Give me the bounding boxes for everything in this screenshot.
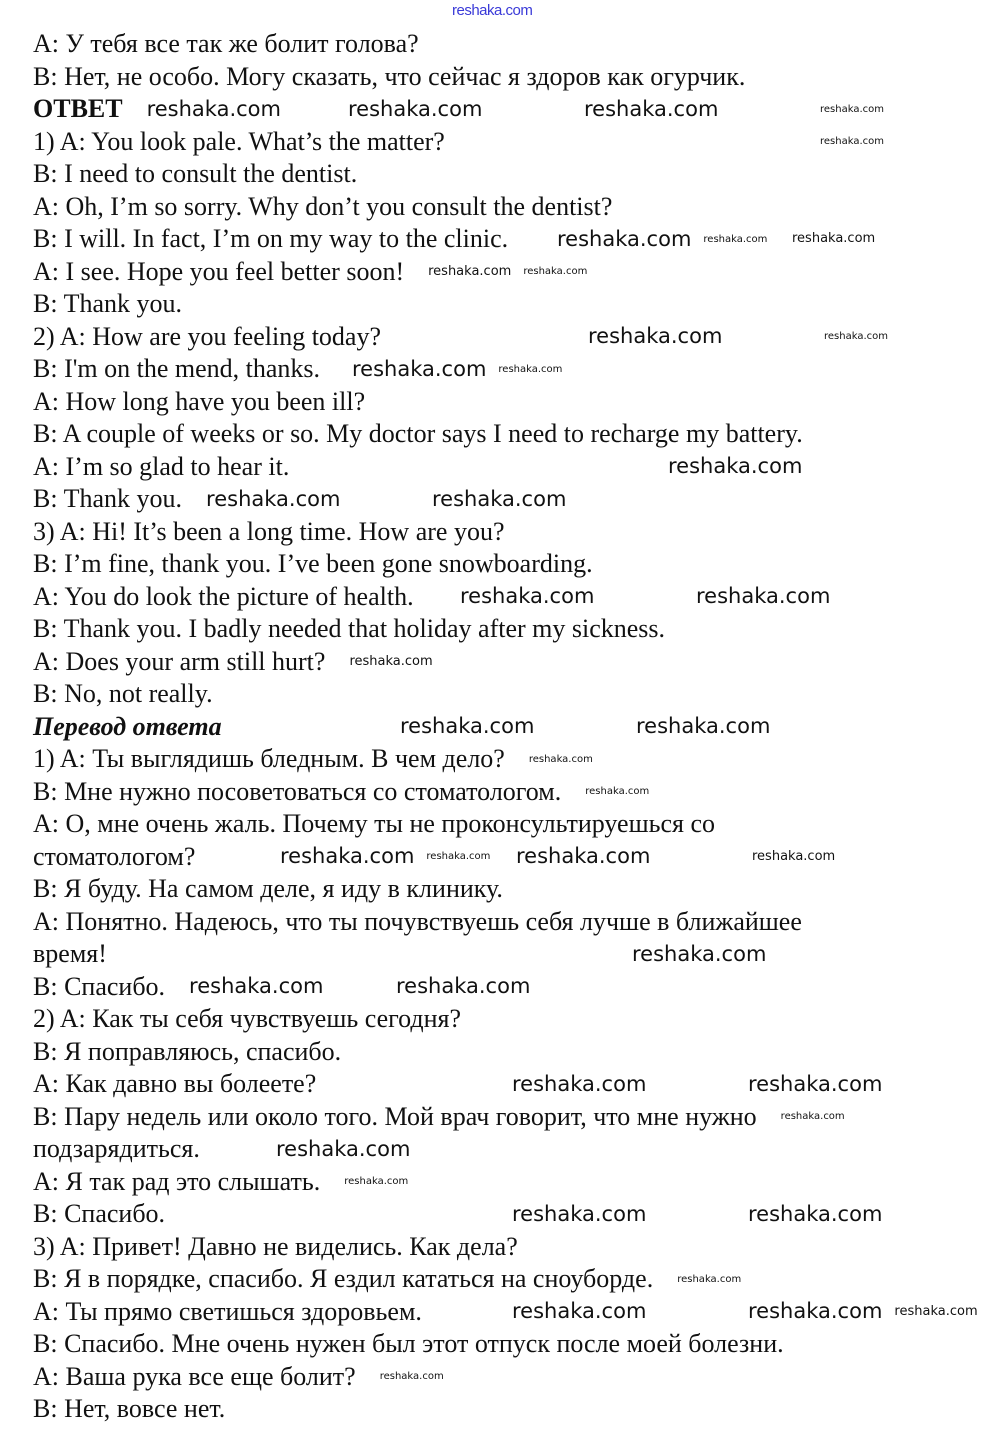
dialogue-line xyxy=(33,581,803,614)
dialogue-line xyxy=(33,28,803,61)
line-text: B: Thank you. I badly needed that holiday after my sickness. xyxy=(33,614,666,643)
dialogue-line xyxy=(33,61,803,94)
watermark: reshaka.com xyxy=(632,941,767,966)
watermark: reshaka.com xyxy=(668,454,803,479)
line-text: B: Пару недель или около того. Мой врач говорит, что мне нужно xyxy=(33,1101,757,1131)
dialogue-line xyxy=(33,126,803,159)
watermark: reshaka.com xyxy=(512,1299,647,1324)
watermark: reshaka.com xyxy=(588,324,723,349)
watermark: reshaka.com xyxy=(352,356,487,381)
watermark: reshaka.com xyxy=(780,1111,845,1123)
line-text: B: Нет, не особо. Могу сказать, что сейчас я здоров как огурчик. xyxy=(33,61,746,91)
line-text: B: Thank you. xyxy=(33,484,183,513)
watermark: reshaka.com xyxy=(748,1201,883,1226)
site-watermark-header: reshaka.com xyxy=(452,2,533,19)
dialogue-line xyxy=(33,516,803,549)
line-text: Перевод ответа xyxy=(33,711,222,741)
watermark: reshaka.com xyxy=(894,1303,978,1319)
line-text: 3) A: Привет! Давно не виделись. Как дела? xyxy=(33,1231,518,1261)
line-text: A: I’m so glad to hear it. xyxy=(33,451,290,481)
watermark: reshaka.com xyxy=(636,714,771,739)
dialogue-line xyxy=(33,256,803,289)
line-text: A: У тебя все так же болит голова? xyxy=(33,29,419,58)
watermark: reshaka.com xyxy=(280,844,415,869)
line-text: B: Спасибо. xyxy=(33,971,166,1001)
dialogue-line xyxy=(33,1101,803,1134)
dialogue-line xyxy=(33,1003,803,1036)
dialogue-line xyxy=(33,873,803,906)
line-text: B: Нет, вовсе нет. xyxy=(33,1394,226,1423)
line-text: A: Понятно. Надеюсь, что ты почувствуешь себя лучше в ближайшее xyxy=(33,906,802,936)
watermark: reshaka.com xyxy=(498,363,563,375)
dialogue-line xyxy=(33,1393,803,1426)
watermark: reshaka.com xyxy=(523,266,588,278)
watermark: reshaka.com xyxy=(396,974,531,999)
line-text: A: О, мне очень жаль. Почему ты не проконсультируешься со xyxy=(33,809,716,838)
watermark: reshaka.com xyxy=(677,1273,742,1285)
watermark: reshaka.com xyxy=(557,226,692,251)
dialogue-line xyxy=(33,191,803,224)
dialogue-line xyxy=(33,386,803,419)
dialogue-line xyxy=(33,678,803,711)
dialogue-line xyxy=(33,841,803,874)
watermark: reshaka.com xyxy=(428,263,512,279)
dialogue-line xyxy=(33,158,803,191)
dialogue-line xyxy=(33,483,803,516)
watermark: reshaka.com xyxy=(820,103,884,115)
watermark: reshaka.com xyxy=(748,1071,883,1096)
line-text: B: I’m fine, thank you. I’ve been gone snowboarding. xyxy=(33,549,593,578)
watermark: reshaka.com xyxy=(585,786,650,798)
line-text: подзарядиться. xyxy=(33,1134,200,1163)
watermark: reshaka.com xyxy=(748,1299,883,1324)
dialogue-line xyxy=(33,743,803,776)
watermark: reshaka.com xyxy=(696,584,831,609)
dialogue-line xyxy=(33,808,803,841)
watermark: reshaka.com xyxy=(206,486,341,511)
dialogue-line xyxy=(33,418,803,451)
line-text: 2) A: Как ты себя чувствуешь сегодня? xyxy=(33,1004,462,1033)
line-text: стоматологом? xyxy=(33,841,196,871)
line-text: B: No, not really. xyxy=(33,679,213,708)
line-text: A: Ваша рука все еще болит? xyxy=(33,1361,356,1391)
watermark: reshaka.com xyxy=(820,136,884,148)
line-text: B: Я буду. На самом деле, я иду в клинику. xyxy=(33,874,503,903)
dialogue-line xyxy=(33,1231,803,1264)
watermark: reshaka.com xyxy=(348,96,483,121)
watermark: reshaka.com xyxy=(584,96,719,121)
line-text: B: Спасибо. Мне очень нужен был этот отпуск после моей болезни. xyxy=(33,1329,784,1358)
dialogue-line xyxy=(33,1328,803,1361)
dialogue-line xyxy=(33,1166,803,1199)
line-text: B: Thank you. xyxy=(33,289,183,318)
watermark: reshaka.com xyxy=(792,231,876,247)
watermark: reshaka.com xyxy=(426,851,491,863)
watermark: reshaka.com xyxy=(824,331,888,343)
dialogue-line xyxy=(33,613,803,646)
dialogue-line xyxy=(33,548,803,581)
watermark: reshaka.com xyxy=(516,844,651,869)
watermark: reshaka.com xyxy=(189,974,324,999)
line-text: B: Я поправляюсь, спасибо. xyxy=(33,1036,342,1066)
dialogue-line xyxy=(33,1296,803,1329)
watermark: reshaka.com xyxy=(512,1071,647,1096)
line-text: A: Я так рад это слышать. xyxy=(33,1166,321,1196)
watermark: reshaka.com xyxy=(460,584,595,609)
watermark: reshaka.com xyxy=(432,486,567,511)
dialogue-line xyxy=(33,906,803,939)
watermark: reshaka.com xyxy=(752,848,836,864)
dialogue-line xyxy=(33,1133,803,1166)
watermark: reshaka.com xyxy=(512,1201,647,1226)
line-text: B: I'm on the mend, thanks. xyxy=(33,354,321,383)
line-text: A: You do look the picture of health. xyxy=(33,581,414,611)
line-text: A: How long have you been ill? xyxy=(33,386,366,416)
line-text: A: Как давно вы болеете? xyxy=(33,1069,317,1098)
line-text: A: Does your arm still hurt? xyxy=(33,646,326,676)
line-text: B: Мне нужно посоветоваться со стоматологом. xyxy=(33,776,562,806)
line-text: время! xyxy=(33,939,107,968)
dialogue-line xyxy=(33,776,803,809)
line-text: B: Спасибо. xyxy=(33,1199,166,1228)
line-text: 2) A: How are you feeling today? xyxy=(33,321,382,351)
line-text: B: I need to consult the dentist. xyxy=(33,159,358,188)
watermark: reshaka.com xyxy=(349,653,433,669)
line-text: 1) A: Ты выглядишь бледным. В чем дело? xyxy=(33,744,505,773)
watermark: reshaka.com xyxy=(400,714,535,739)
watermark: reshaka.com xyxy=(703,233,768,245)
watermark: reshaka.com xyxy=(528,753,593,765)
watermark: reshaka.com xyxy=(146,96,281,121)
line-text: B: Я в порядке, спасибо. Я ездил кататься на сноуборде. xyxy=(33,1264,654,1293)
line-text: 3) A: Hi! It’s been a long time. How are you? xyxy=(33,516,505,546)
dialogue-line xyxy=(33,288,803,321)
line-text: 1) A: You look pale. What’s the matter? xyxy=(33,126,445,156)
watermark: reshaka.com xyxy=(379,1371,444,1383)
line-text: B: I will. In fact, I’m on my way to the clinic. xyxy=(33,224,509,253)
line-text: B: A couple of weeks or so. My doctor says I need to recharge my battery. xyxy=(33,419,803,448)
line-text: A: Ты прямо светишься здоровьем. xyxy=(33,1296,422,1326)
line-text: A: Oh, I’m so sorry. Why don’t you consult the dentist? xyxy=(33,191,613,221)
watermark: reshaka.com xyxy=(276,1136,411,1161)
line-text: ОТВЕТ xyxy=(33,94,123,123)
dialogue-line xyxy=(33,1068,803,1101)
dialogue-line xyxy=(33,1036,803,1069)
line-text: A: I see. Hope you feel better soon! xyxy=(33,256,405,286)
dialogue-line xyxy=(33,1198,803,1231)
watermark: reshaka.com xyxy=(344,1176,409,1188)
